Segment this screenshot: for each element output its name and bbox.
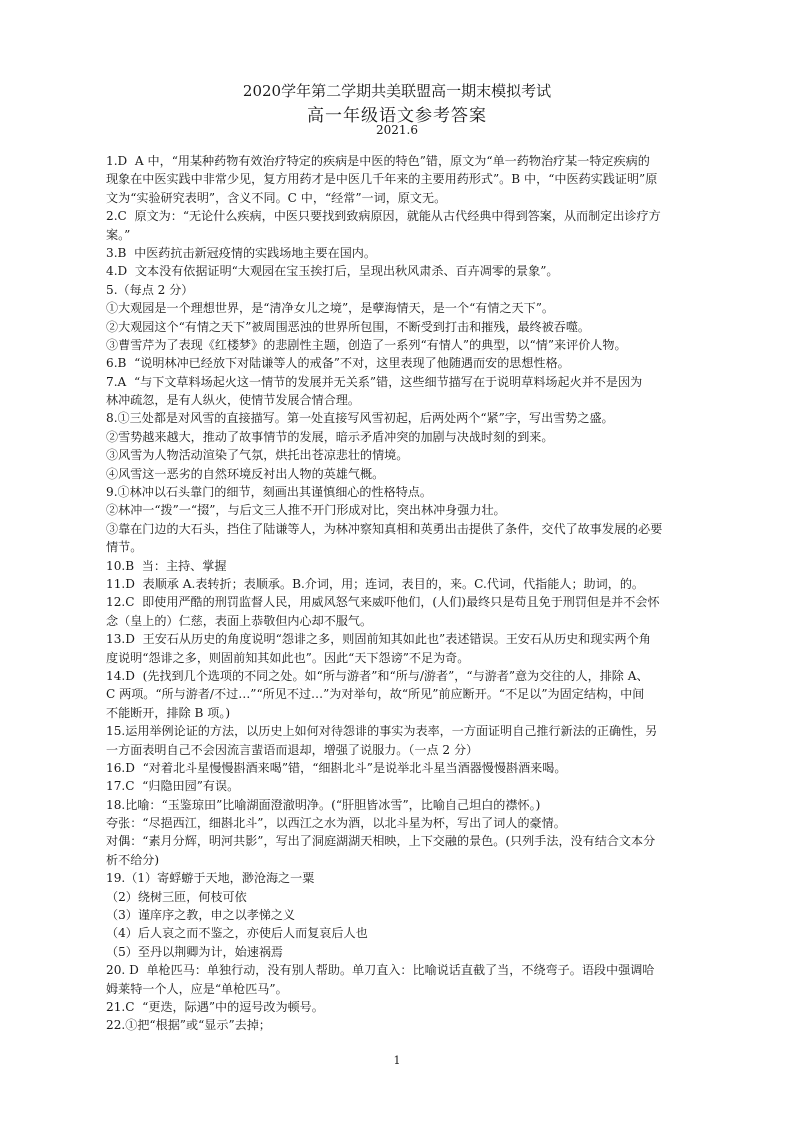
answer-line: ②雪势越来越大，推动了故事情节的发展，暗示矛盾冲突的加剧与决战时刻的到来。 xyxy=(106,429,554,444)
answer-line: （2）绕树三匝，何枝可依 xyxy=(106,889,247,904)
answer-line: （4）后人哀之而不鉴之，亦使后人而复哀后人也 xyxy=(106,926,368,941)
answer-line: 13.D 王安石从历史的角度说明“怨诽之多，则固前知其如此也”表述错误。王安石从历史和现实两个角 xyxy=(106,632,651,647)
answer-line: 对偶：“素月分辉，明河共影”，写出了洞庭湖湖天相映，上下交融的景色。(只列手法，没有结合文本分 xyxy=(106,834,656,849)
answer-line: ③风雪为人物活动渲染了气氛，烘托出苍凉悲壮的情境。 xyxy=(106,448,409,463)
answer-line: C 两项。“所与游者/不过…”“所见不过…”为对举句，故“所见”前应断开。“不足以”为固定结构，中间 xyxy=(106,687,645,702)
answer-line: ③靠在门边的大石头，挡住了陆谦等人，为林冲察知真相和英勇出击提供了条件，交代了故事发展的必要 xyxy=(106,521,663,536)
page-number: 1 xyxy=(393,1054,401,1067)
answer-line: 案。” xyxy=(106,227,131,242)
answer-line: 17.C “归隐田园”有误。 xyxy=(106,779,240,794)
answer-line: 9.①林冲以石头靠门的细节，刻画出其谨慎细心的性格特点。 xyxy=(106,485,432,500)
answer-line: ②林冲一“拨”一“掇”，与后文三人推不开门形成对比，突出林冲身强力壮。 xyxy=(106,503,506,518)
answer-line: 18.比喻：“玉鉴琼田”比喻湖面澄澈明净。(“肝胆皆冰雪”，比喻自己坦白的襟怀。) xyxy=(106,797,541,812)
answer-line: ④风雪这一恶劣的自然环境反衬出人物的英雄气概。 xyxy=(106,466,385,481)
answer-line: （3）谨庠序之教，申之以孝悌之义 xyxy=(106,908,296,923)
answer-line: 22.①把“根据”或“显示”去掉； xyxy=(106,1018,271,1033)
answer-line: 7.A “与下文草料场起火这一情节的发展并无关系”错，这些细节描写在于说明草料场起火并不是因为 xyxy=(106,374,643,389)
answer-line: 度说明“怨诽之多，则固前知其如此也”。因此“天下怨谤”不足为奇。 xyxy=(106,650,470,665)
exam-title: 2020学年第二学期共美联盟高一期末模拟考试 xyxy=(242,82,552,100)
answer-line: 20. D 单枪匹马：单独行动，没有别人帮助。单刀直入：比喻说话直截了当，不绕弯子。语段中强调哈 xyxy=(106,963,655,978)
answer-line: 16.D “对着北斗星慢慢斟酒来喝”错，“细斟北斗”是说举北斗星当酒器慢慢斟酒来喝。 xyxy=(106,760,567,775)
answer-line: （5）至丹以荆卿为计，始速祸焉 xyxy=(106,944,284,959)
answer-line: 6.B “说明林冲已经放下对陆谦等人的戒备”不对，这里表现了他随遇而安的思想性格。 xyxy=(106,356,570,371)
answer-line: 一方面表明自己不会因流言蜚语而退却，增强了说服力。（一点 2 分） xyxy=(106,742,479,757)
answer-line: 21.C “更迭，际遇”中的逗号改为顿号。 xyxy=(106,999,324,1014)
answer-line: 现象在中医实践中非常少见，复方用药才是中医几千年来的主要用药形式”。B 中，“中医药实践证明”原 xyxy=(106,172,658,187)
answer-line: 5.（每点 2 分） xyxy=(106,282,194,297)
answer-line: 10.B 当：主持、掌握 xyxy=(106,558,227,573)
answer-line: 林冲疏忽，是有人纵火，使情节发展合情合理。 xyxy=(106,393,360,408)
answer-line: 1.D A 中，“用某种药物有效治疗特定的疾病是中医的特色”错，原文为“单一药物治疗某一特定疾病的 xyxy=(106,154,650,168)
answer-line: 15.运用举例论证的方法，以历史上如何对待怨诽的事实为表率，一方面证明自己推行新法的正确性，另 xyxy=(106,724,658,739)
answer-line: 姆莱特一个人，应是“单枪匹马”。 xyxy=(106,981,288,996)
answer-line: 文为“实验研究表明”，含义不同。C 中，“经常”一词，原文无。 xyxy=(106,190,447,205)
page-subtitle: 高一年级语文参考答案 xyxy=(307,106,487,126)
answer-line: 19.（1）寄蜉蝣于天地，渺沧海之一粟 xyxy=(106,871,315,886)
answer-line: 析不给分) xyxy=(106,852,160,867)
answer-line: 8.①三处都是对风雪的直接描写。第一处直接写风雪初起，后两处两个“紧”字，写出雪势之盛。 xyxy=(106,411,614,426)
answer-line: ②大观园这个“有情之天下”被周围恶浊的世界所包围，不断受到打击和摧残，最终被吞噬。 xyxy=(106,319,591,334)
answer-line: 不能断开，排除 B 项。) xyxy=(106,705,231,720)
answer-line: 念（皇上的）仁慈，表面上恭敬但内心却不服气。 xyxy=(106,613,373,628)
answer-line: 夸张：“尽挹西江，细斟北斗”，以西江之水为酒，以北斗星为杯，写出了词人的豪情。 xyxy=(106,816,566,831)
answer-text-body xyxy=(106,152,720,1035)
exam-date: 2021.6 xyxy=(376,123,418,137)
answer-line: 11.D 表顺承 A.表转折；表顺承。B.介词，用；连词，表目的，来。C.代词，代指能人；助词，的。 xyxy=(106,576,645,591)
answer-line: ①大观园是一个理想世界，是“清净女儿之境”，是孽海情天，是一个“有情之天下”。 xyxy=(106,301,555,316)
answer-line: 14.D (先找到几个选项的不同之处。如“所与游者”和“所与/游者”，“与游者”意为交往的人，排除 A、 xyxy=(106,668,649,683)
answer-line: 3.B 中医药抗击新冠疫情的实践场地主要在国内。 xyxy=(106,245,376,260)
answer-line: 2.C 原文为：“无论什么疾病，中医只要找到致病原因，就能从古代经典中得到答案，从而制定出诊疗方 xyxy=(106,209,661,224)
answer-line: ③曹雪芹为了表现《红楼梦》的悲剧性主题，创造了一系列“有情人”的典型，以“情”来评价人物。 xyxy=(106,337,627,352)
answer-line: 12.C 即使用严酷的刑罚监督人民，用威风怒气来威吓他们，(人们)最终只是苟且免于刑罚但是并不会怀 xyxy=(106,595,660,610)
answer-line: 4.D 文本没有依据证明“大观园在宝玉挨打后，呈现出秋风肃杀、百卉凋零的景象”。 xyxy=(106,264,559,279)
answer-line: 情节。 xyxy=(106,540,143,555)
